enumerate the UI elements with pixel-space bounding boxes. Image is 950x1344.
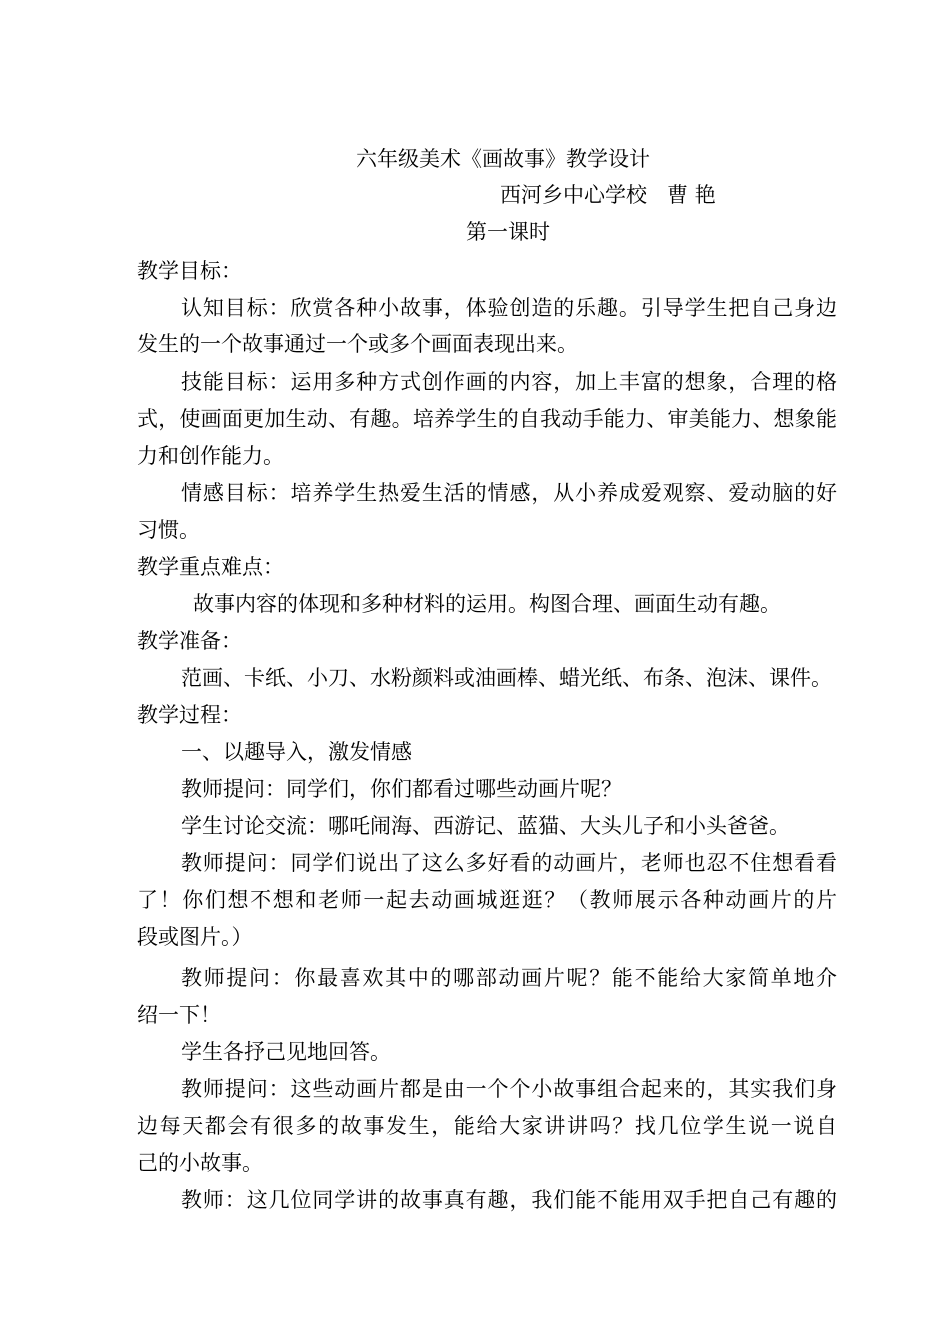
skill-objective-line-1: 技能目标：运用多种方式创作画的内容，加上丰富的想象，合理的格 [181, 370, 837, 394]
emotion-objective-line-2: 习惯。 [137, 518, 200, 542]
key-points-heading: 教学重点难点： [137, 555, 284, 579]
teacher-question-3-line-2: 绍一下！ [137, 1003, 221, 1027]
teacher-question-2-line-3: 段或图片。） [137, 925, 253, 949]
preparation-text: 范画、卡纸、小刀、水粉颜料或油画棒、蜡光纸、布条、泡沫、课件。 [181, 666, 832, 690]
step-one-heading: 一、以趣导入，激发情感 [181, 740, 412, 764]
teacher-question-4-line-3: 己的小故事。 [137, 1151, 263, 1175]
teacher-question-4-line-2: 边每天都会有很多的故事发生，能给大家讲讲吗？找几位学生说一说自 [137, 1114, 837, 1138]
key-points-text: 故事内容的体现和多种材料的运用。构图合理、画面生动有趣。 [193, 592, 781, 616]
emotion-objective-line-1: 情感目标：培养学生热爱生活的情感，从小养成爱观察、爱动脑的好 [181, 481, 837, 505]
process-heading: 教学过程： [137, 703, 242, 727]
lesson-label: 第一课时 [466, 220, 550, 244]
cognitive-objective-line-1: 认知目标：欣赏各种小故事，体验创造的乐趣。引导学生把自己身边 [181, 296, 837, 320]
preparation-heading: 教学准备： [137, 629, 242, 653]
teacher-question-1: 教师提问：同学们，你们都看过哪些动画片呢？ [181, 777, 622, 801]
teacher-question-4-line-1: 教师提问：这些动画片都是由一个个小故事组合起来的，其实我们身 [181, 1077, 837, 1101]
teacher-statement-line-1: 教师：这几位同学讲的故事真有趣，我们能不能用双手把自己有趣的 [181, 1188, 837, 1212]
document-title: 六年级美术《画故事》教学设计 [356, 147, 650, 171]
skill-objective-line-2: 式，使画面更加生动、有趣。培养学生的自我动手能力、审美能力、想象能 [137, 407, 837, 431]
author-line: 西河乡中心学校 曹 艳 [500, 183, 716, 207]
student-answer-3: 学生各抒己见地回答。 [181, 1040, 391, 1064]
teacher-question-2-line-2: 了！你们想不想和老师一起去动画城逛逛？（教师展示各种动画片的片 [137, 888, 837, 912]
objectives-heading: 教学目标： [137, 259, 242, 283]
skill-objective-line-3: 力和创作能力。 [137, 444, 284, 468]
student-answer-1: 学生讨论交流：哪吒闹海、西游记、蓝猫、大头儿子和小头爸爸。 [181, 814, 790, 838]
cognitive-objective-line-2: 发生的一个故事通过一个或多个画面表现出来。 [137, 332, 578, 356]
teacher-question-2-line-1: 教师提问：同学们说出了这么多好看的动画片，老师也忍不住想看看 [181, 851, 837, 875]
teacher-question-3-line-1: 教师提问：你最喜欢其中的哪部动画片呢？能不能给大家简单地介 [181, 966, 837, 990]
